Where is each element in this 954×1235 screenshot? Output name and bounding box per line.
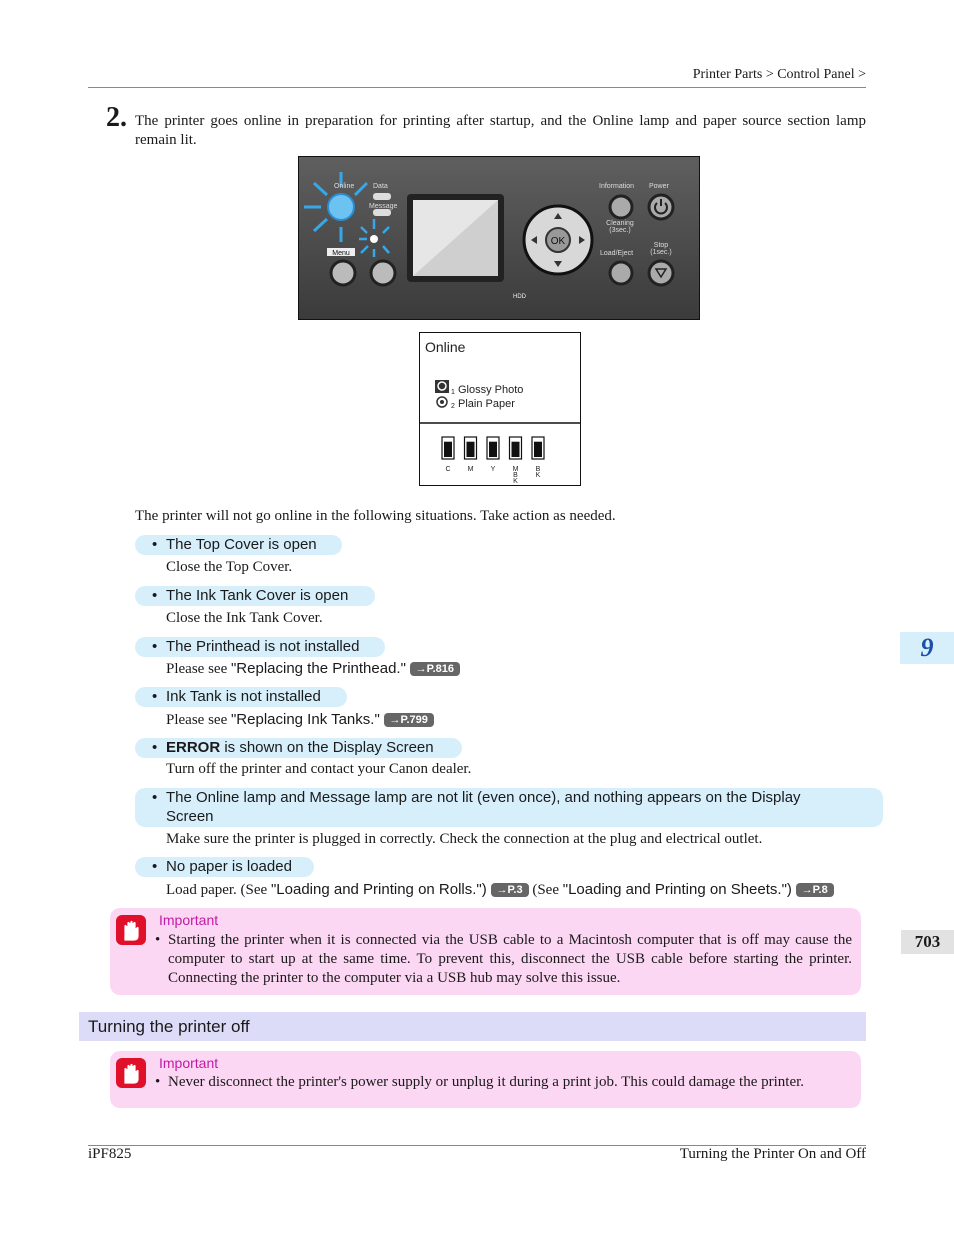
- paper1-num: 1: [451, 389, 455, 396]
- situation-top-cover: • The Top Cover is open: [135, 535, 342, 555]
- back-button-icon: [371, 261, 395, 285]
- important-text: Never disconnect the printer's power supply or unplug it during a print job. This could damage the printer.: [168, 1074, 805, 1090]
- important-hand-icon: [115, 1057, 147, 1089]
- ink-label: B: [535, 466, 541, 473]
- display-screen-illustration: [419, 332, 581, 486]
- page-ref-3[interactable]: →P.3: [491, 883, 529, 897]
- important-label: Important: [159, 1055, 219, 1071]
- situation-ink-tank-desc: Please see "Replacing Ink Tanks." →P.799: [166, 711, 434, 729]
- important-label: Important: [159, 912, 219, 928]
- footer-chapter-title: Turning the Printer On and Off: [679, 1146, 866, 1162]
- important-note-1: Important • Starting the printer when it is connected via the USB cable to a Macintosh computer that is off may cause the computer to start up at the same time. To prevent this, disconnect the USB cable before starting the printer. Connecting the printer to the computer via a USB hub may solve this issue.: [110, 908, 861, 995]
- situation-lamps-not-lit-desc: Make sure the printer is plugged in correctly. Check the connection at the plug and electrical outlet.: [166, 831, 763, 847]
- chapter-tab[interactable]: 9: [900, 632, 954, 664]
- online-label: Online: [334, 183, 355, 190]
- page-ref-799[interactable]: →P.799: [384, 713, 434, 727]
- situation-ink-tank-cover-desc: Close the Ink Tank Cover.: [166, 610, 323, 626]
- ok-label: OK: [550, 236, 566, 247]
- information-button-icon: [610, 196, 632, 218]
- cleaning-sub-label: (3sec.): [609, 227, 631, 234]
- ink-label: Y: [490, 466, 496, 473]
- paper1-name: Glossy Photo: [458, 384, 524, 396]
- step-text: The printer goes online in preparation for printing after startup, and the Online lamp and paper source section lamp remain lit.: [135, 113, 866, 148]
- page-number: 703: [901, 930, 954, 954]
- header-divider: [88, 87, 866, 88]
- situation-printhead: • The Printhead is not installed: [135, 637, 385, 657]
- online-lamp-icon: [328, 194, 354, 220]
- important-hand-icon: [115, 914, 147, 946]
- ink-gauges: [442, 437, 544, 485]
- stop-button-icon: [649, 261, 673, 285]
- replacing-printhead-link[interactable]: "Replacing the Printhead.": [230, 660, 406, 677]
- ink-level-fill: [489, 442, 497, 457]
- situation-error: • ERROR is shown on the Display Screen: [135, 738, 462, 758]
- ink-label: C: [445, 466, 451, 473]
- lcd-status: Online: [425, 339, 466, 355]
- step-number: 2.: [106, 102, 127, 133]
- paper2-name: Plain Paper: [458, 398, 515, 410]
- menu-button-icon: [331, 261, 355, 285]
- important-note-2: Important • Never disconnect the printer's power supply or unplug it during a print job. This could damage the printer.: [110, 1051, 861, 1108]
- message-label: Message: [369, 203, 398, 210]
- cleaning-label: Cleaning: [606, 220, 634, 227]
- breadcrumb: Printer Parts > Control Panel >: [692, 67, 866, 82]
- loading-sheets-link[interactable]: "Loading and Printing on Sheets."): [562, 881, 792, 898]
- data-lamp-icon: [373, 193, 391, 200]
- replacing-ink-tanks-link[interactable]: "Replacing Ink Tanks.": [230, 711, 380, 728]
- page-ref-8[interactable]: →P.8: [796, 883, 834, 897]
- error-keyword: ERROR: [166, 739, 221, 756]
- page-ref-816[interactable]: →P.816: [410, 662, 460, 676]
- paper2-num: 2: [451, 403, 455, 410]
- ink-label: K: [535, 472, 541, 479]
- information-label: Information: [599, 183, 635, 190]
- load-eject-label: Load/Eject: [600, 250, 634, 257]
- loading-rolls-link[interactable]: "Loading and Printing on Rolls."): [270, 881, 487, 898]
- situation-error-desc: Turn off the printer and contact your Canon dealer.: [166, 761, 472, 777]
- section-heading: Turning the printer off: [79, 1012, 866, 1041]
- menu-label: Menu: [332, 250, 350, 257]
- ink-level-fill: [512, 442, 520, 457]
- situation-no-paper: • No paper is loaded: [135, 857, 314, 877]
- important-text: Starting the printer when it is connected via the USB cable to a Macintosh computer that is off may cause the computer to start up at the same time. To prevent this, disconnect the USB cable before starting the printer. Connecting the printer to the computer via a USB hub may solve this issue.: [168, 932, 852, 986]
- power-label: Power: [649, 183, 669, 190]
- load-eject-button-icon: [610, 262, 632, 284]
- ink-label: M: [512, 466, 519, 473]
- ink-label: K: [513, 478, 518, 485]
- hdd-label: HDD: [513, 294, 526, 300]
- situation-printhead-desc: Please see "Replacing the Printhead." →P.816: [166, 660, 460, 678]
- ink-label: M: [467, 466, 474, 473]
- power-button-icon: [649, 195, 673, 219]
- paper-source-lamp-icon: [370, 235, 378, 243]
- message-lamp-icon: [373, 209, 391, 216]
- situation-ink-tank-cover: • The Ink Tank Cover is open: [135, 586, 375, 606]
- stop-label: Stop: [653, 242, 669, 249]
- situation-no-paper-desc: Load paper. (See "Loading and Printing on Rolls.") →P.3 (See "Loading and Printing on Sheets.") →P.8: [166, 881, 834, 899]
- situation-lamps-not-lit: • The Online lamp and Message lamp are not lit (even once), and nothing appears on the Display Screen: [135, 788, 883, 827]
- situation-ink-tank: • Ink Tank is not installed: [135, 687, 347, 707]
- control-panel-illustration: [298, 156, 700, 320]
- situation-top-cover-desc: Close the Top Cover.: [166, 559, 293, 575]
- ink-level-fill: [467, 442, 475, 457]
- ink-label: B: [513, 472, 518, 479]
- data-label: Data: [373, 183, 388, 190]
- ink-level-fill: [444, 442, 452, 457]
- stop-sub-label: (1sec.): [650, 249, 672, 256]
- ink-level-fill: [534, 442, 542, 457]
- intro-text: The printer will not go online in the following situations. Take action as needed.: [135, 508, 616, 524]
- footer-model: iPF825: [88, 1146, 132, 1162]
